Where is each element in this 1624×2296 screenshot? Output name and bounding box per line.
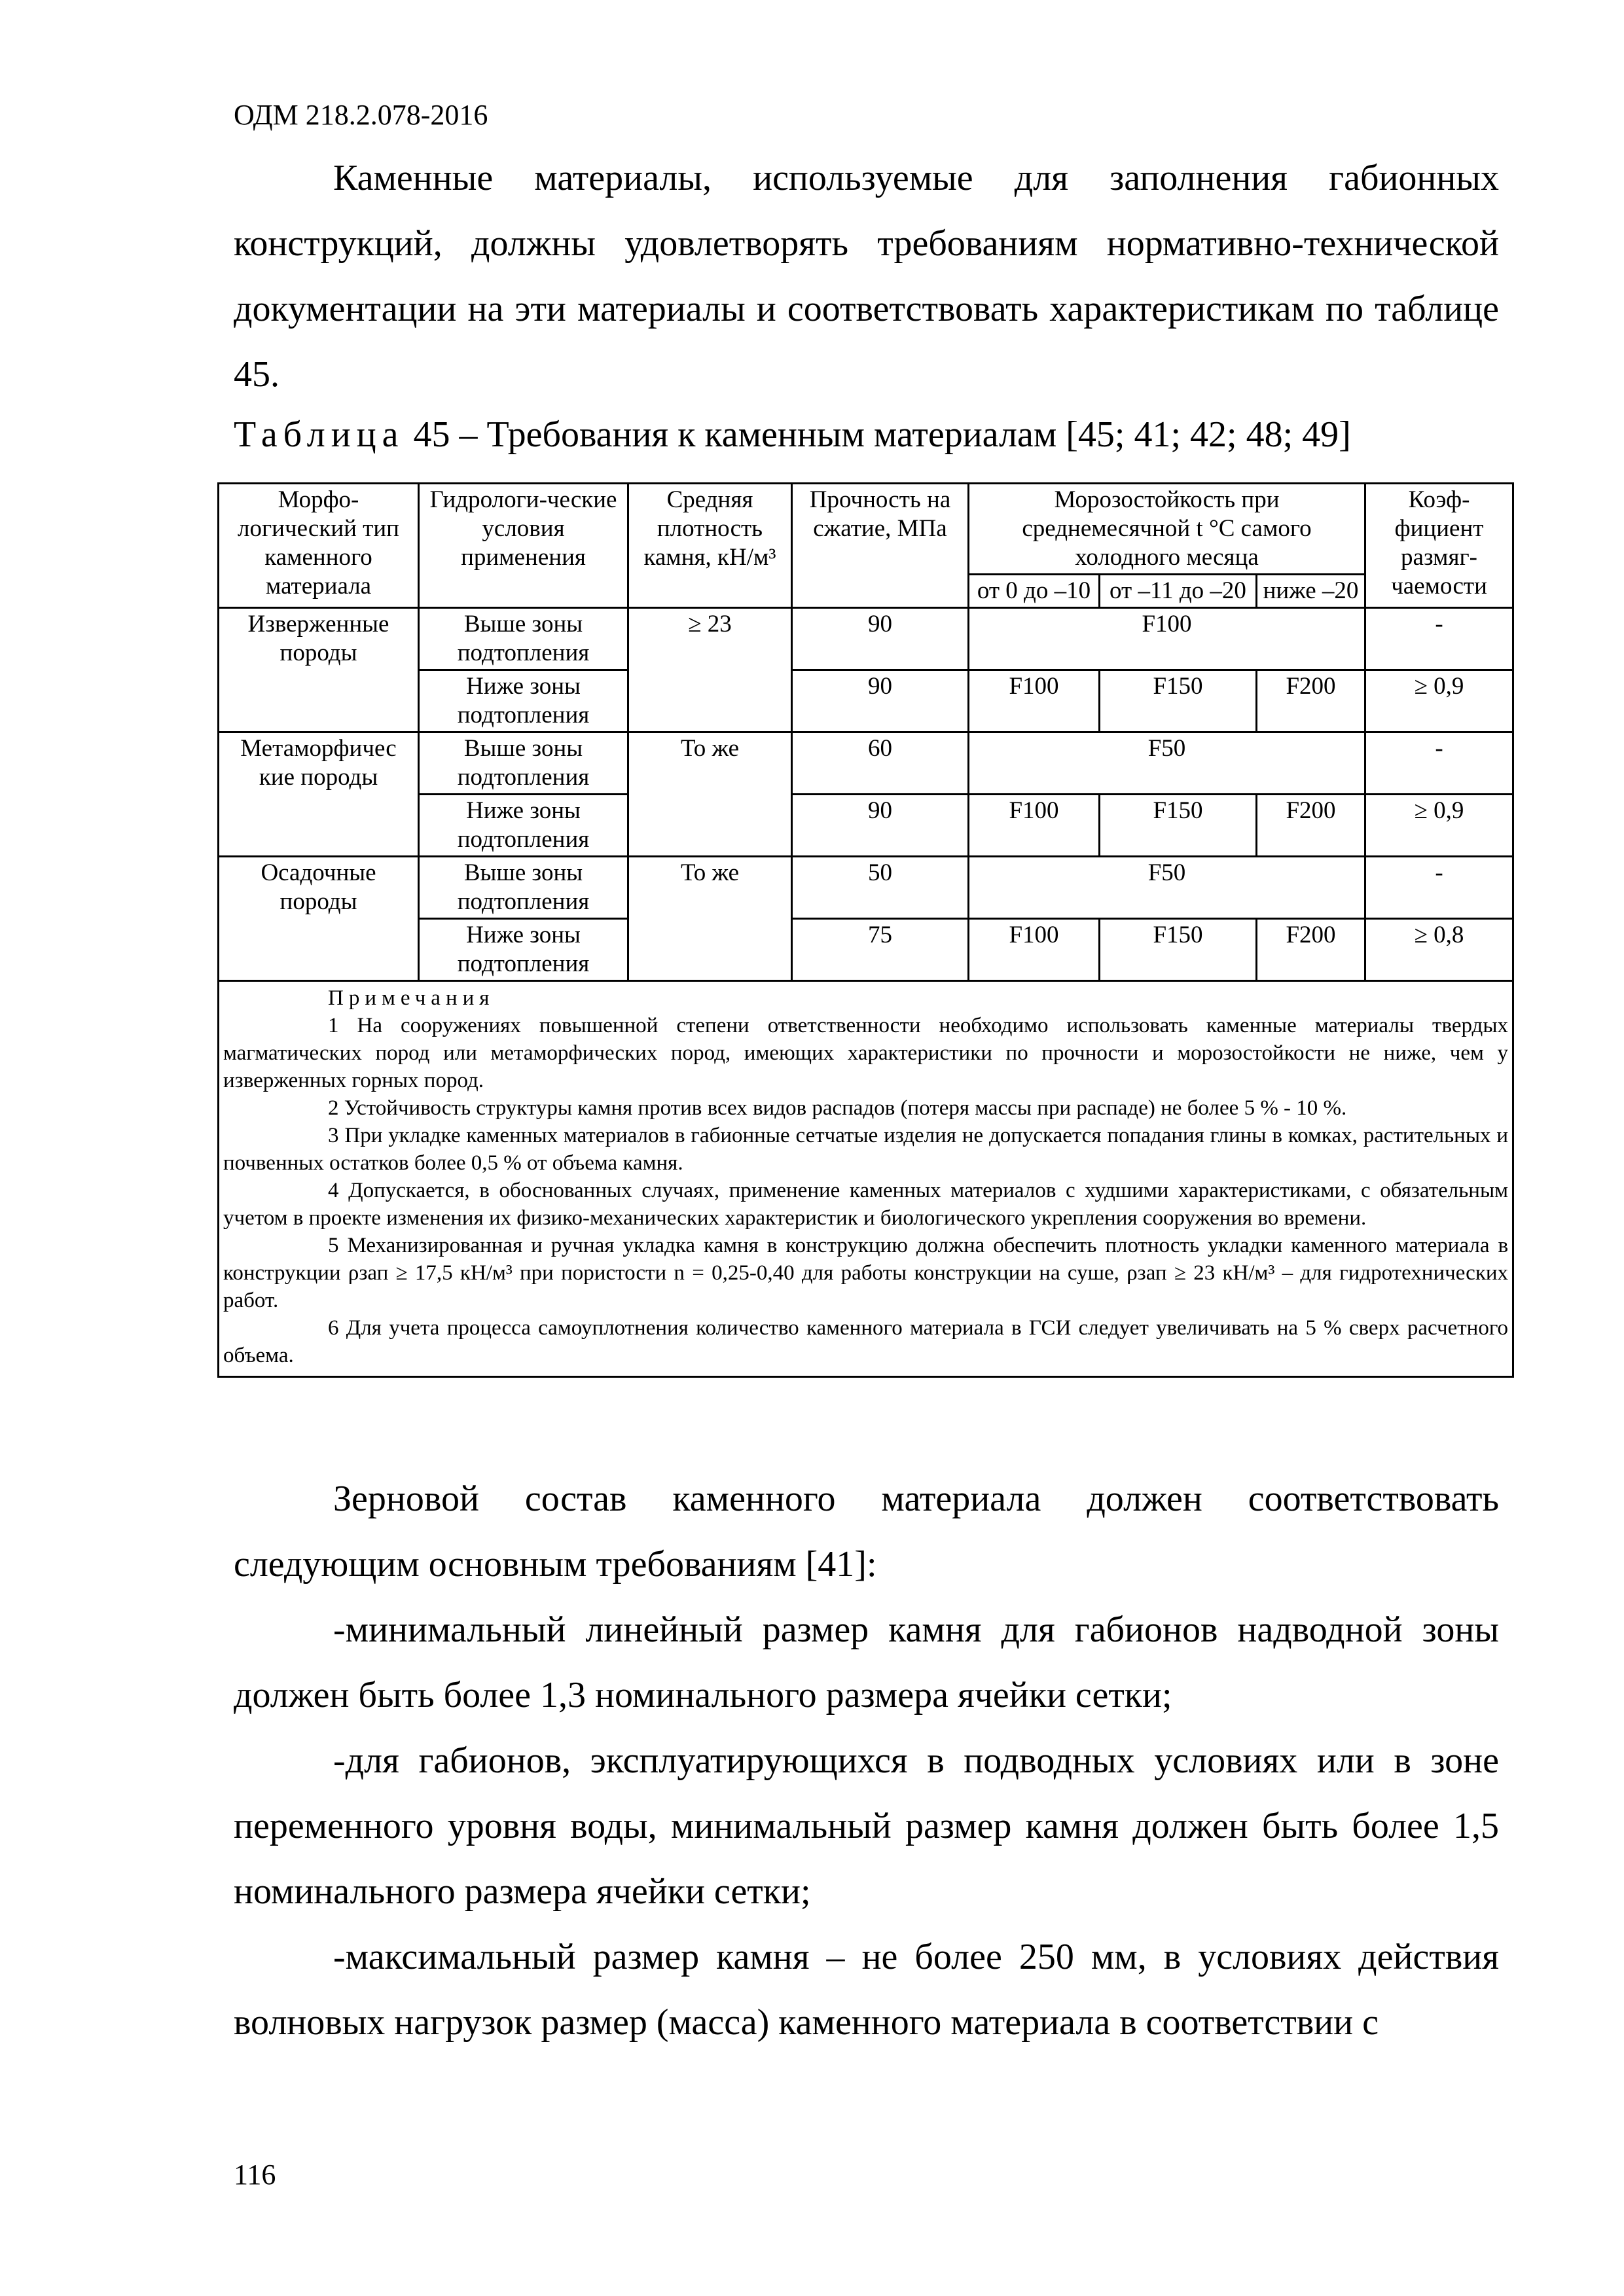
intro-paragraph-block xyxy=(234,145,1499,407)
note-item: 3 При укладке каменных материалов в габионные сетчатые изделия не допускается попадания глины в комках, растительных и почвенных остатков более 0,5 % от объема камня. xyxy=(223,1124,1509,1175)
softening: ≥ 0,9 xyxy=(1365,670,1513,732)
header-frost-2: от –11 до –20 xyxy=(1100,575,1257,608)
strength: 90 xyxy=(792,670,969,732)
header-density: Средняя плотность камня, кН/м³ xyxy=(628,484,792,608)
header-frost-1: от 0 до –10 xyxy=(969,575,1100,608)
strength: 90 xyxy=(792,608,969,670)
frost: F50 xyxy=(969,857,1365,919)
strength: 75 xyxy=(792,919,969,981)
frost-1: F100 xyxy=(969,670,1100,732)
softening: ≥ 0,9 xyxy=(1365,795,1513,857)
condition: Ниже зоны подтопления xyxy=(419,795,628,857)
notes-title: Примечания xyxy=(328,986,495,1010)
table-caption-label: Таблица xyxy=(234,414,405,455)
condition: Ниже зоны подтопления xyxy=(419,670,628,732)
frost: F100 xyxy=(969,608,1365,670)
density: ≥ 23 xyxy=(628,608,792,732)
header-softening: Коэф-фициент размяг-чаемости xyxy=(1365,484,1513,608)
frost: F50 xyxy=(969,732,1365,795)
intro-paragraph: Каменные материалы, используемые для заполнения габионных конструкций, должны удовлетворять требованиям нормативно-технической документации на эти материалы и соответствовать характеристикам по таблице 45. xyxy=(234,158,1499,395)
table-row xyxy=(219,732,1513,795)
page-number: 116 xyxy=(234,2159,276,2191)
requirement-item: -минимальный линейный размер камня для габионов надводной зоны должен быть более 1,3 номинального размера ячейки сетки; xyxy=(234,1609,1499,1715)
note-item: 6 Для учета процесса самоуплотнения количество каменного материала в ГСИ следует увеличивать на 5 % сверх расчетного объема. xyxy=(223,1316,1509,1367)
density: То же xyxy=(628,732,792,857)
condition: Выше зоны подтопления xyxy=(419,857,628,919)
requirement-item: -максимальный размер камня – не более 250 мм, в условиях действия волновых нагрузок размер (масса) каменного материала в соответствии с xyxy=(234,1937,1499,2043)
frost-3: F200 xyxy=(1257,670,1365,732)
rock-type: Метаморфичес кие породы xyxy=(219,732,419,857)
frost-2: F150 xyxy=(1100,795,1257,857)
frost-1: F100 xyxy=(969,919,1100,981)
density: То же xyxy=(628,857,792,981)
header-frost-3: ниже –20 xyxy=(1257,575,1365,608)
grain-composition-paragraph: Зерновой состав каменного материала должен соответствовать следующим основным требованиям [41]: xyxy=(234,1479,1499,1585)
after-table-text xyxy=(234,1466,1499,2055)
frost-3: F200 xyxy=(1257,795,1365,857)
frost-2: F150 xyxy=(1100,919,1257,981)
note-item: 5 Механизированная и ручная укладка камня в конструкцию должна обеспечить плотность укладки каменного материала в конструкции ρзап ≥ 17,5 кН/м³ при пористости n = 0,25-0,40 для работы конструкции на суше, ρзап ≥ 23 кН/м³ – для гидротехнических работ. xyxy=(223,1234,1509,1312)
requirement-item: -для габионов, эксплуатирующихся в подводных условиях или в зоне переменного уровня воды, минимальный размер камня должен быть более 1,5 номинального размера ячейки сетки; xyxy=(234,1740,1499,1912)
document-code: ОДМ 218.2.078-2016 xyxy=(234,99,488,131)
frost-1: F100 xyxy=(969,795,1100,857)
table-notes xyxy=(219,981,1513,1377)
table-header-row xyxy=(219,484,1513,575)
strength: 60 xyxy=(792,732,969,795)
table-row xyxy=(219,857,1513,919)
frost-2: F150 xyxy=(1100,670,1257,732)
rock-type: Изверженные породы xyxy=(219,608,419,732)
condition: Ниже зоны подтопления xyxy=(419,919,628,981)
softening: - xyxy=(1365,857,1513,919)
softening: - xyxy=(1365,732,1513,795)
strength: 50 xyxy=(792,857,969,919)
header-conditions: Гидрологи-ческие условия применения xyxy=(419,484,628,608)
note-item: 1 На сооружениях повышенной степени ответственности необходимо использовать каменные материалы твердых магматических пород или метаморфических пород, имеющих характеристики по прочности и морозостойкости не ниже, чем у изверженных горных пород. xyxy=(223,1014,1509,1092)
softening: - xyxy=(1365,608,1513,670)
table-caption xyxy=(234,414,1351,456)
header-strength: Прочность на сжатие, МПа xyxy=(792,484,969,608)
softening: ≥ 0,8 xyxy=(1365,919,1513,981)
header-frost: Морозостойкость при среднемесячной t °С самого холодного месяца xyxy=(969,484,1365,575)
header-type: Морфо-логический тип каменного материала xyxy=(219,484,419,608)
strength: 90 xyxy=(792,795,969,857)
frost-3: F200 xyxy=(1257,919,1365,981)
notes-row xyxy=(219,981,1513,1377)
note-item: 4 Допускается, в обоснованных случаях, применение каменных материалов с худшими характеристиками, с обязательным учетом в проекте изменения их физико-механических характеристик и биологического укрепления сооружения во времени. xyxy=(223,1179,1509,1230)
condition: Выше зоны подтопления xyxy=(419,732,628,795)
table-caption-text: 45 – Требования к каменным материалам [45; 41; 42; 48; 49] xyxy=(404,414,1351,455)
rock-type: Осадочные породы xyxy=(219,857,419,981)
table-row xyxy=(219,608,1513,670)
requirements-table xyxy=(217,482,1514,1378)
condition: Выше зоны подтопления xyxy=(419,608,628,670)
note-item: 2 Устойчивость структуры камня против всех видов распадов (потеря массы при распаде) не более 5 % - 10 %. xyxy=(328,1096,1347,1120)
